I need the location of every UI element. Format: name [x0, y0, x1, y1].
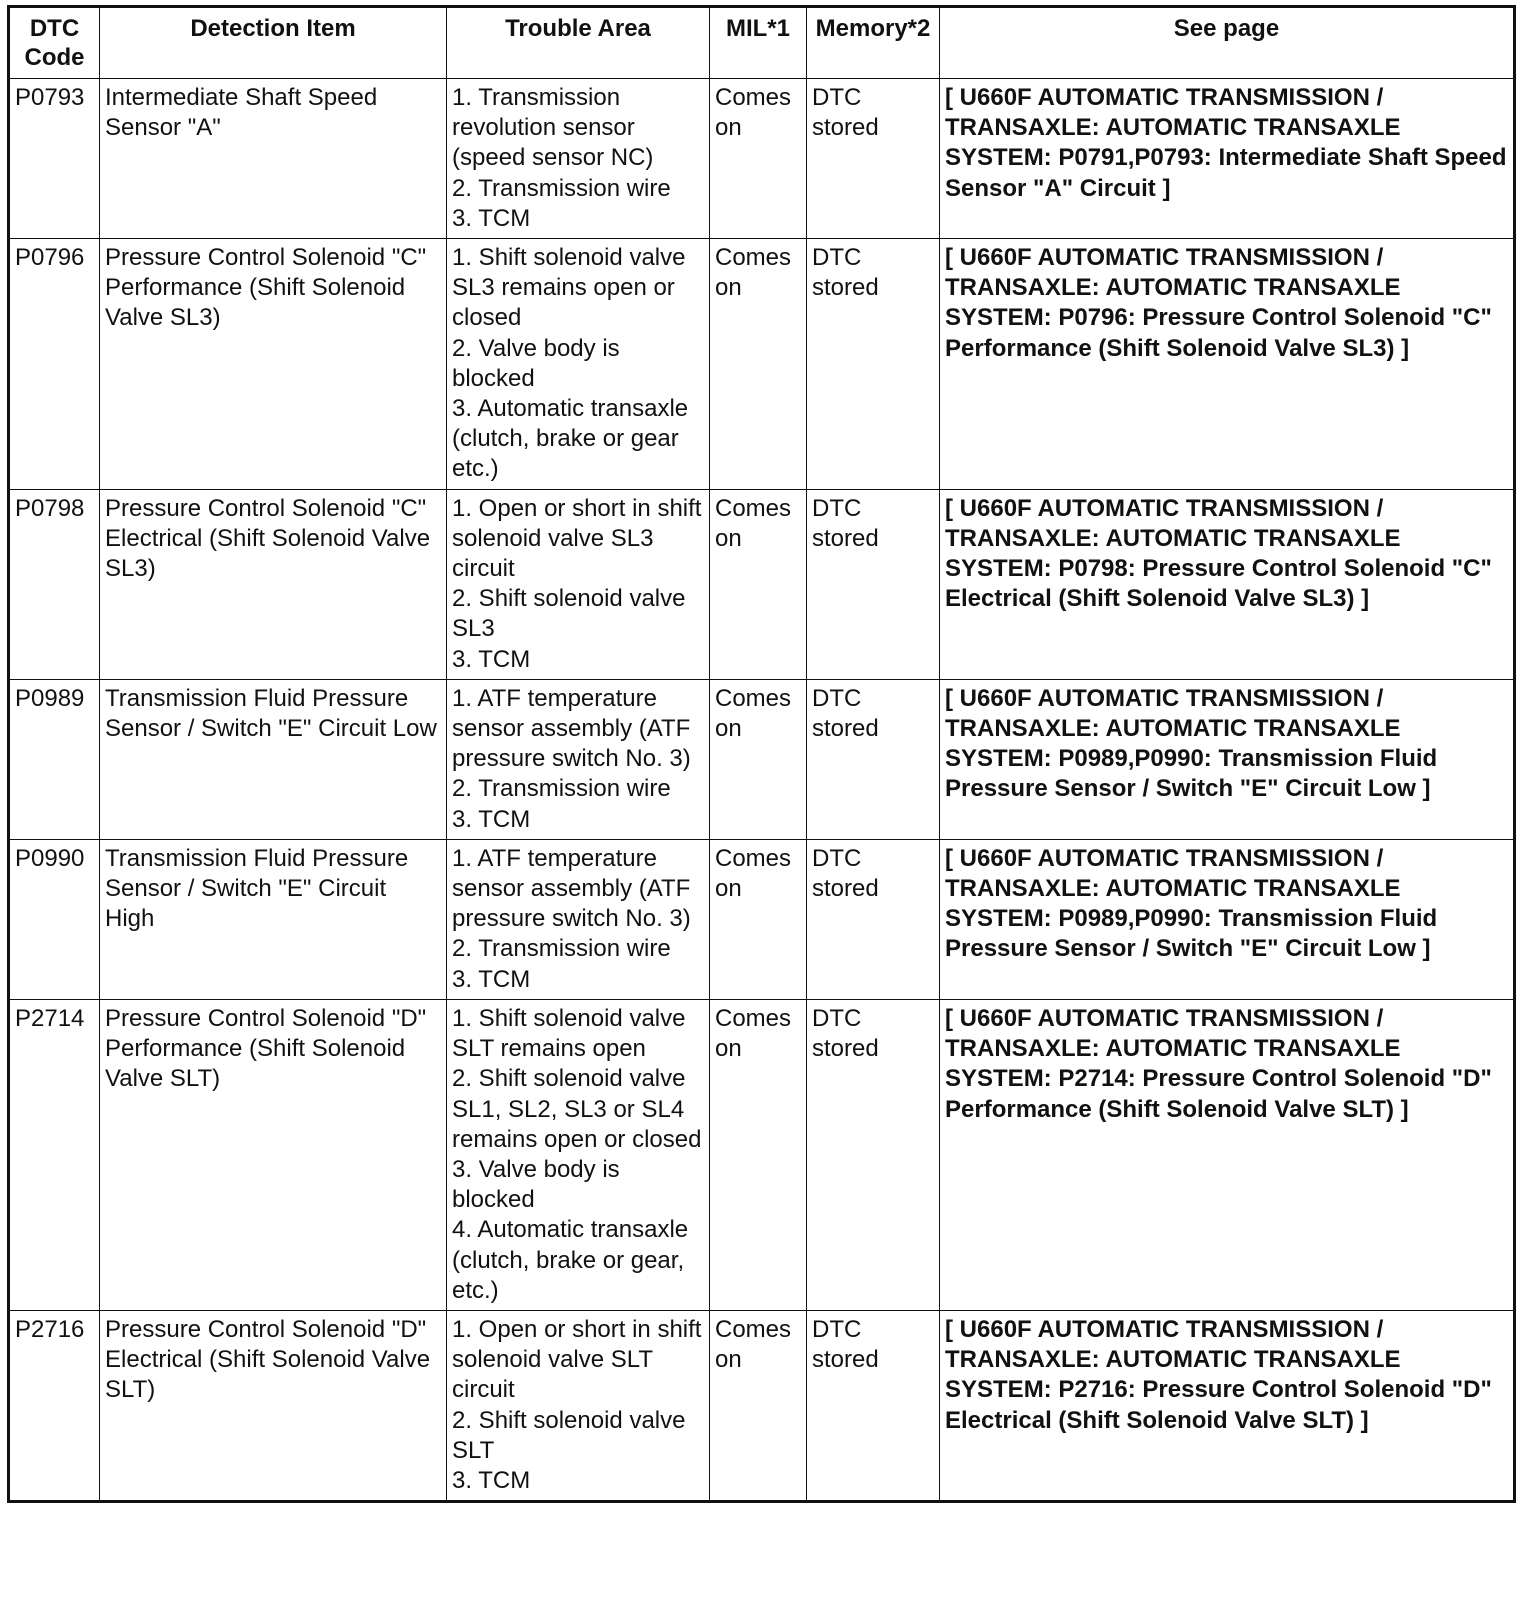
trouble-area-cell — [447, 999, 710, 1310]
mil-cell: Comes on — [710, 79, 807, 239]
memory-cell: DTC stored — [807, 239, 940, 490]
dtc-code-cell: P0990 — [9, 839, 100, 999]
see-page-link[interactable]: [ U660F AUTOMATIC TRANSMISSION / TRANSAXLE: AUTOMATIC TRANSAXLE SYSTEM: P2716: Pressure Control Solenoid "D" Electrical (Shift Solenoid Valve SLT) ] — [940, 1310, 1515, 1501]
detection-item-cell: Intermediate Shaft Speed Sensor "A" — [100, 79, 447, 239]
trouble-area-item: 3. Valve body is blocked — [452, 1155, 620, 1214]
trouble-area-item: 1. Open or short in shift solenoid valve SL3 circuit — [452, 494, 702, 583]
trouble-area-item: 4. Automatic transaxle (clutch, brake or gear, etc.) — [452, 1216, 689, 1304]
memory-cell: DTC stored — [807, 999, 940, 1310]
memory-cell: DTC stored — [807, 79, 940, 239]
mil-cell: Comes on — [710, 489, 807, 679]
see-page-link[interactable]: [ U660F AUTOMATIC TRANSMISSION / TRANSAXLE: AUTOMATIC TRANSAXLE SYSTEM: P0798: Pressure Control Solenoid "C" Electrical (Shift Solenoid Valve SL3) ] — [940, 489, 1515, 679]
header-dtc-code-line2: Code — [24, 44, 85, 71]
table-row — [9, 239, 1515, 490]
mil-cell: Comes on — [710, 999, 807, 1310]
dtc-code-cell: P2716 — [9, 1310, 100, 1501]
trouble-area-item: 1. Shift solenoid valve SLT remains open — [452, 1004, 686, 1063]
header-memory: Memory*2 — [807, 7, 940, 79]
trouble-area-item: 2. Shift solenoid valve SLT — [452, 1406, 686, 1464]
trouble-area-item: 3. TCM — [452, 965, 531, 993]
trouble-area-item: 3. TCM — [452, 645, 531, 673]
dtc-code-cell: P2714 — [9, 999, 100, 1310]
trouble-area-cell — [447, 1310, 710, 1501]
see-page-link[interactable]: [ U660F AUTOMATIC TRANSMISSION / TRANSAXLE: AUTOMATIC TRANSAXLE SYSTEM: P0791,P0793: Intermediate Shaft Speed Sensor "A" Circuit ] — [940, 79, 1515, 239]
mil-cell: Comes on — [710, 679, 807, 839]
memory-cell: DTC stored — [807, 1310, 940, 1501]
table-row — [9, 79, 1515, 239]
mil-cell: Comes on — [710, 1310, 807, 1501]
memory-cell: DTC stored — [807, 489, 940, 679]
dtc-table — [7, 5, 1516, 1503]
trouble-area-cell — [447, 239, 710, 490]
trouble-area-item: 2. Valve body is blocked — [452, 334, 620, 392]
header-dtc-code — [9, 7, 100, 79]
header-row — [9, 7, 1515, 79]
trouble-area-item: 1. Transmission revolution sensor (speed sensor NC) — [452, 84, 654, 172]
header-mil: MIL*1 — [710, 7, 807, 79]
table-row — [9, 489, 1515, 679]
header-dtc-code-line1: DTC — [29, 15, 80, 42]
trouble-area-item: 2. Shift solenoid valve SL3 — [452, 585, 686, 643]
trouble-area-cell — [447, 79, 710, 239]
dtc-code-cell: P0793 — [9, 79, 100, 239]
table-row — [9, 679, 1515, 839]
header-see-page: See page — [940, 7, 1515, 79]
trouble-area-item: 2. Transmission wire — [452, 935, 671, 963]
dtc-code-cell: P0989 — [9, 679, 100, 839]
see-page-link[interactable]: [ U660F AUTOMATIC TRANSMISSION / TRANSAXLE: AUTOMATIC TRANSAXLE SYSTEM: P0796: Pressure Control Solenoid "C" Performance (Shift Solenoid Valve SL3) ] — [940, 239, 1515, 490]
mil-cell: Comes on — [710, 839, 807, 999]
trouble-area-item: 1. ATF temperature sensor assembly (ATF pressure switch No. 3) — [452, 844, 691, 933]
detection-item-cell: Pressure Control Solenoid "C" Performance (Shift Solenoid Valve SL3) — [100, 239, 447, 490]
detection-item-cell: Pressure Control Solenoid "D" Performance (Shift Solenoid Valve SLT) — [100, 999, 447, 1310]
table-row — [9, 1310, 1515, 1501]
trouble-area-cell — [447, 839, 710, 999]
see-page-link[interactable]: [ U660F AUTOMATIC TRANSMISSION / TRANSAXLE: AUTOMATIC TRANSAXLE SYSTEM: P0989,P0990: Transmission Fluid Pressure Sensor / Switch "E" Circuit Low ] — [940, 839, 1515, 999]
trouble-area-item: 3. TCM — [452, 805, 531, 833]
dtc-code-cell: P0798 — [9, 489, 100, 679]
detection-item-cell: Transmission Fluid Pressure Sensor / Switch "E" Circuit Low — [100, 679, 447, 839]
memory-cell: DTC stored — [807, 679, 940, 839]
see-page-link[interactable]: [ U660F AUTOMATIC TRANSMISSION / TRANSAXLE: AUTOMATIC TRANSAXLE SYSTEM: P2714: Pressure Control Solenoid "D" Performance (Shift Solenoid Valve SLT) ] — [940, 999, 1515, 1310]
trouble-area-cell — [447, 489, 710, 679]
detection-item-cell: Transmission Fluid Pressure Sensor / Switch "E" Circuit High — [100, 839, 447, 999]
trouble-area-item: 1. Open or short in shift solenoid valve SLT circuit — [452, 1315, 702, 1404]
table-row — [9, 999, 1515, 1310]
mil-cell: Comes on — [710, 239, 807, 490]
trouble-area-item: 3. Automatic transaxle (clutch, brake or gear etc.) — [452, 395, 689, 483]
trouble-area-item: 2. Transmission wire — [452, 775, 671, 803]
trouble-area-item: 1. Shift solenoid valve SL3 remains open or closed — [452, 244, 686, 332]
trouble-area-item: 2. Transmission wire — [452, 174, 671, 202]
memory-cell: DTC stored — [807, 839, 940, 999]
header-detection-item: Detection Item — [100, 7, 447, 79]
detection-item-cell: Pressure Control Solenoid "C" Electrical (Shift Solenoid Valve SL3) — [100, 489, 447, 679]
trouble-area-item: 2. Shift solenoid valve SL1, SL2, SL3 or SL4 remains open or closed — [452, 1065, 702, 1153]
dtc-code-cell: P0796 — [9, 239, 100, 490]
see-page-link[interactable]: [ U660F AUTOMATIC TRANSMISSION / TRANSAXLE: AUTOMATIC TRANSAXLE SYSTEM: P0989,P0990: Transmission Fluid Pressure Sensor / Switch "E" Circuit Low ] — [940, 679, 1515, 839]
trouble-area-item: 3. TCM — [452, 1466, 531, 1494]
trouble-area-cell — [447, 679, 710, 839]
trouble-area-item: 1. ATF temperature sensor assembly (ATF pressure switch No. 3) — [452, 684, 691, 773]
table-row — [9, 839, 1515, 999]
detection-item-cell: Pressure Control Solenoid "D" Electrical (Shift Solenoid Valve SLT) — [100, 1310, 447, 1501]
header-trouble-area: Trouble Area — [447, 7, 710, 79]
trouble-area-item: 3. TCM — [452, 204, 531, 232]
